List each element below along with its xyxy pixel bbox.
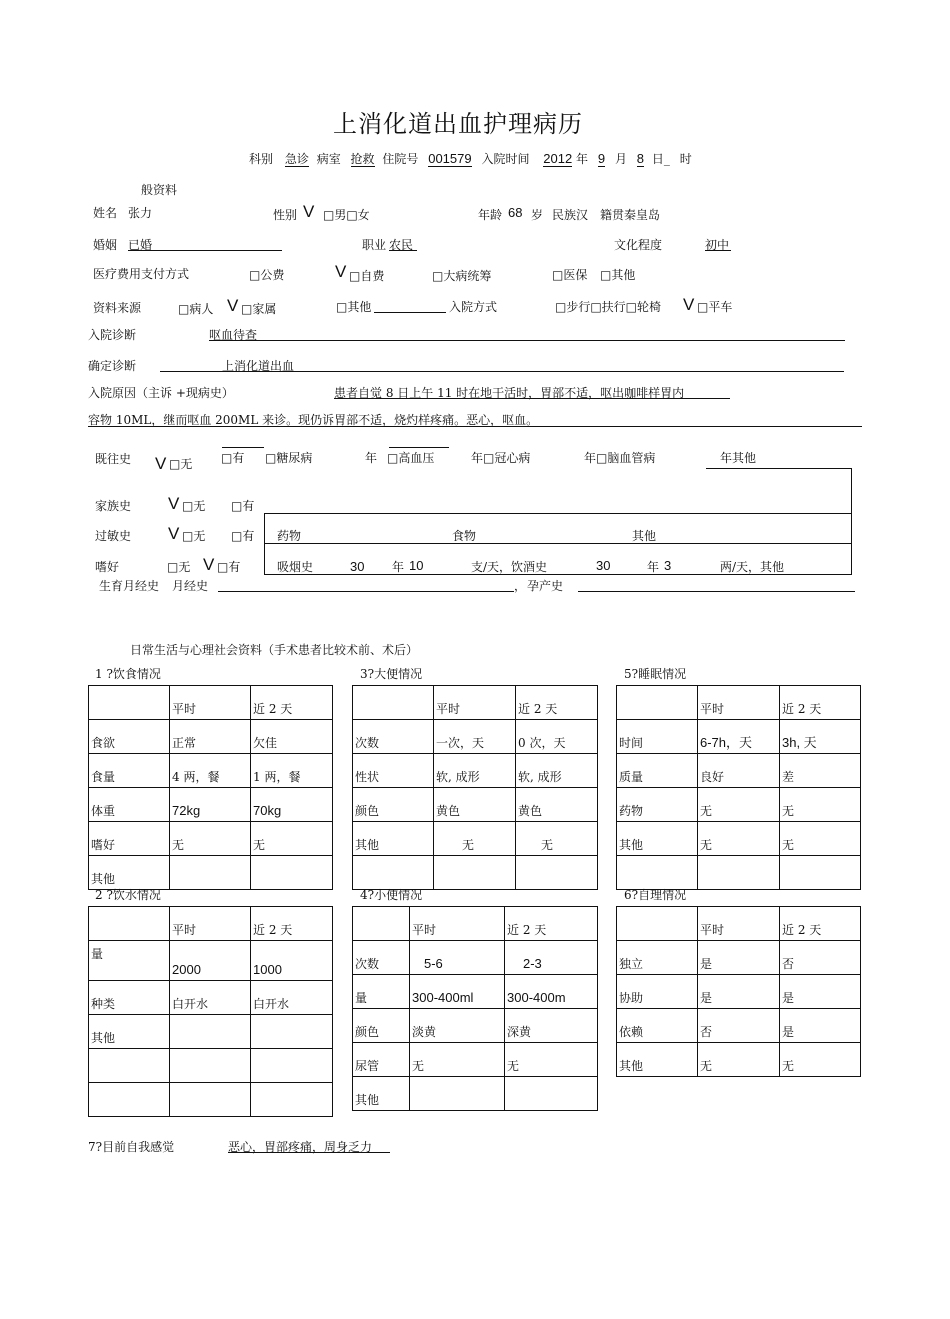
smoke-year-unit: 年 xyxy=(392,560,405,574)
table-cell: 是 xyxy=(780,1009,861,1043)
table-cell xyxy=(353,856,434,890)
table-cell xyxy=(170,1049,251,1083)
allergy-none[interactable]: □无 xyxy=(182,529,206,543)
ward-value: 抢救 xyxy=(350,152,375,166)
table-cell: 嗜好 xyxy=(89,822,170,856)
source-label: 资料来源 xyxy=(93,301,142,315)
table-cell: 独立 xyxy=(617,941,698,975)
admit-time-label: 入院时间 xyxy=(481,152,530,166)
urine-title: 4?小便情况 xyxy=(360,888,423,902)
table-row xyxy=(89,822,333,856)
table-cell: 近 2 天 xyxy=(251,907,333,941)
age-value: 68 xyxy=(508,205,523,220)
table-cell: 一次，天 xyxy=(434,720,516,754)
table-cell xyxy=(170,1083,251,1117)
table-cell: 软, 成形 xyxy=(516,754,598,788)
table-cell: 其他 xyxy=(353,1077,410,1111)
table-cell xyxy=(251,1015,333,1049)
table-cell: 性状 xyxy=(353,754,434,788)
table-cell: 其他 xyxy=(617,822,698,856)
table-cell: 近 2 天 xyxy=(780,907,861,941)
table-cell: 无 xyxy=(780,822,861,856)
table-row xyxy=(617,754,861,788)
table-cell: 近 2 天 xyxy=(505,907,598,941)
reason-label: 入院原因（主诉 +现病史） xyxy=(88,386,234,400)
feeling-label: 7?目前自我感觉 xyxy=(88,1140,175,1154)
table-cell: 其他 xyxy=(617,1043,698,1077)
table-cell: 颜色 xyxy=(353,788,434,822)
table-cell xyxy=(780,856,861,890)
table-cell: 平时 xyxy=(410,907,505,941)
smoke-label: 吸烟史 xyxy=(277,560,314,574)
table-cell: 无 xyxy=(698,788,780,822)
ward-label: 病室 xyxy=(316,152,341,166)
diet-table xyxy=(88,685,333,890)
table-cell: 正常 xyxy=(170,720,251,754)
table-cell: 颜色 xyxy=(353,1009,410,1043)
allergy-drug: 药物 xyxy=(277,529,302,543)
marital-value: 已婚 xyxy=(128,238,153,252)
page-title: 上消化道出血护理病历 xyxy=(333,110,583,138)
table-cell: 药物 xyxy=(617,788,698,822)
table-cell xyxy=(89,686,170,720)
section-general: 般资料 xyxy=(141,183,178,197)
month-unit: 月 xyxy=(614,152,627,166)
table-row xyxy=(89,720,333,754)
drink-year-unit: 年 xyxy=(647,560,660,574)
pay-other[interactable]: □其他 xyxy=(600,268,636,282)
admit-mode-label: 入院方式 xyxy=(449,300,498,314)
table-row xyxy=(353,941,598,975)
selfcare-title: 6?自理情况 xyxy=(624,888,687,902)
table-row xyxy=(617,1043,861,1077)
drink-years: 30 xyxy=(596,558,611,573)
day-unit: 日_ xyxy=(651,152,670,166)
table-cell: 次数 xyxy=(353,941,410,975)
table-cell: 4 两，餐 xyxy=(170,754,251,788)
source-other[interactable]: □其他 xyxy=(336,300,372,314)
past-check-mark: V xyxy=(155,454,167,473)
table-cell: 协助 xyxy=(617,975,698,1009)
daily-section-title: 日常生活与心理社会资料（手术患者比较术前、术后） xyxy=(130,643,419,657)
table-cell: 无 xyxy=(505,1043,598,1077)
year-unit: 年 xyxy=(576,152,589,166)
allergy-label: 过敏史 xyxy=(95,529,132,543)
table-cell: 0 次，天 xyxy=(516,720,598,754)
table-cell: 是 xyxy=(698,975,780,1009)
table-header-row xyxy=(617,907,861,941)
table-cell: 近 2 天 xyxy=(780,686,861,720)
table-cell: 食量 xyxy=(89,754,170,788)
menstrual-label: 月经史 xyxy=(172,579,209,593)
table-row xyxy=(353,856,598,890)
age-label: 年龄 xyxy=(478,208,503,222)
table-row xyxy=(89,1049,333,1083)
allergy-has[interactable]: □有 xyxy=(231,529,255,543)
hour-unit: 时 xyxy=(679,152,692,166)
occupation-label: 职业 xyxy=(362,238,387,252)
water-title: 2 ?饮水情况 xyxy=(95,888,161,902)
source-patient[interactable]: □病人 xyxy=(178,302,214,316)
table-cell: 是 xyxy=(698,941,780,975)
table-cell: 1000 xyxy=(251,941,333,981)
selfcare-table xyxy=(616,906,861,1077)
admit-dx-label: 入院诊断 xyxy=(88,328,137,342)
name-label: 姓名 xyxy=(93,206,118,220)
table-cell: 质量 xyxy=(617,754,698,788)
admission-no-value: 001579 xyxy=(428,151,472,166)
diet-title: 1 ?饮食情况 xyxy=(95,667,161,681)
dept-label: 科别 xyxy=(249,152,274,166)
past-none[interactable]: □无 xyxy=(169,457,193,471)
sex-options[interactable]: □男□女 xyxy=(323,208,370,222)
table-header-row xyxy=(353,907,598,941)
table-cell xyxy=(410,1077,505,1111)
table-cell: 其他 xyxy=(353,822,434,856)
table-cell xyxy=(353,686,434,720)
allergy-food: 食物 xyxy=(452,529,477,543)
pay-check-mark: V xyxy=(335,262,347,281)
table-row xyxy=(89,754,333,788)
chd-option[interactable]: 年□冠心病 xyxy=(471,451,531,465)
table-row xyxy=(353,1043,598,1077)
table-cell: 无 xyxy=(698,1043,780,1077)
table-cell: 平时 xyxy=(170,907,251,941)
hometown: 籍贯秦皇岛 xyxy=(600,208,661,222)
table-row xyxy=(89,856,333,890)
table-cell: 无 xyxy=(780,1043,861,1077)
table-row xyxy=(617,856,861,890)
table-cell: 否 xyxy=(780,941,861,975)
marital-label: 婚姻 xyxy=(93,238,118,252)
table-cell: 次数 xyxy=(353,720,434,754)
table-cell: 体重 xyxy=(89,788,170,822)
ethnicity: 民族汉 xyxy=(552,208,589,222)
education-value: 初中 xyxy=(705,238,730,252)
source-check-mark: V xyxy=(227,296,239,315)
stool-title: 3?大便情况 xyxy=(360,667,423,681)
sex-label: 性别 xyxy=(273,208,298,222)
table-cell xyxy=(89,907,170,941)
table-row xyxy=(89,788,333,822)
table-cell: 70kg xyxy=(251,788,333,822)
hobby-label: 嗜好 xyxy=(95,560,120,574)
table-cell: 依赖 xyxy=(617,1009,698,1043)
table-row xyxy=(617,975,861,1009)
table-cell: 其他 xyxy=(89,856,170,890)
table-cell: 近 2 天 xyxy=(516,686,598,720)
table-cell: 平时 xyxy=(170,686,251,720)
reason-line-2: 容物 10ML，继而呕血 200ML 来诊。现仍诉胃部不适，烧灼样疼痛。恶心，呕血。 xyxy=(88,413,539,427)
table-cell xyxy=(617,907,698,941)
admit-mode-cart[interactable]: □平车 xyxy=(697,300,733,314)
pregnancy-label: 孕产史 xyxy=(527,579,564,593)
table-row xyxy=(353,788,598,822)
admit-mode-check-mark: V xyxy=(683,295,695,314)
table-cell xyxy=(170,856,251,890)
admit-day: 8 xyxy=(636,151,645,166)
pay-pool[interactable]: □大病统筹 xyxy=(432,269,492,283)
table-cell xyxy=(617,686,698,720)
reproductive-label: 生育月经史 xyxy=(99,579,160,593)
table-cell: 平时 xyxy=(434,686,516,720)
table-cell: 无 xyxy=(410,1043,505,1077)
table-row xyxy=(353,720,598,754)
header-row xyxy=(249,150,692,167)
table-row xyxy=(89,981,333,1015)
table-cell xyxy=(698,856,780,890)
table-cell: 无 xyxy=(251,822,333,856)
admit-year: 2012 xyxy=(543,151,573,166)
table-cell: 1 两，餐 xyxy=(251,754,333,788)
table-cell: 食欲 xyxy=(89,720,170,754)
table-cell xyxy=(505,1077,598,1111)
sleep-title: 5?睡眠情况 xyxy=(624,667,687,681)
hobby-none[interactable]: □无 xyxy=(167,560,191,574)
pay-insurance[interactable]: □医保 xyxy=(552,268,588,282)
admit-month: 9 xyxy=(597,151,606,166)
hypertension-option[interactable]: □高血压 xyxy=(387,451,435,465)
table-cell: 5-6 xyxy=(410,941,505,975)
table-row xyxy=(89,941,333,981)
urine-table xyxy=(352,906,598,1111)
allergy-other: 其他 xyxy=(632,529,657,543)
sleep-table xyxy=(616,685,861,890)
table-cell: 否 xyxy=(698,1009,780,1043)
table-cell: 种类 xyxy=(89,981,170,1015)
table-cell xyxy=(89,1049,170,1083)
family-check-mark: V xyxy=(168,494,180,513)
age-unit: 岁 xyxy=(531,208,544,222)
table-cell xyxy=(251,1049,333,1083)
table-cell: 2-3 xyxy=(505,941,598,975)
table-cell: 300-400m xyxy=(505,975,598,1009)
diabetes-option[interactable]: □糖尿病 xyxy=(265,451,313,465)
dept-value: 急诊 xyxy=(284,152,309,166)
year-unit-1: 年 xyxy=(365,451,378,465)
table-cell: 量 xyxy=(89,941,170,981)
table-cell xyxy=(353,907,410,941)
table-cell: 300-400ml xyxy=(410,975,505,1009)
admission-no-label: 住院号 xyxy=(382,152,419,166)
hobby-check-mark: V xyxy=(203,555,215,574)
table-header-row xyxy=(617,686,861,720)
table-cell: 平时 xyxy=(698,907,780,941)
occupation-value: 农民 xyxy=(389,238,414,252)
table-row xyxy=(89,1015,333,1049)
table-row xyxy=(617,1009,861,1043)
table-cell: 72kg xyxy=(170,788,251,822)
hobby-has[interactable]: □有 xyxy=(217,560,241,574)
table-row xyxy=(353,754,598,788)
smoke-years: 30 xyxy=(350,559,365,574)
table-row xyxy=(353,975,598,1009)
table-cell: 白开水 xyxy=(170,981,251,1015)
comma: ， xyxy=(514,579,527,593)
family-history-label: 家族史 xyxy=(95,499,132,513)
table-cell: 黄色 xyxy=(516,788,598,822)
name-value: 张力 xyxy=(128,206,153,220)
table-cell: 深黄 xyxy=(505,1009,598,1043)
reason-line-1: 患者自觉 8 日上午 11 时在地干活时，胃部不适，呕出咖啡样胃内 xyxy=(334,386,685,400)
family-none[interactable]: □无 xyxy=(182,499,206,513)
table-header-row xyxy=(89,907,333,941)
allergy-check-mark: V xyxy=(168,524,180,543)
source-family[interactable]: □家属 xyxy=(241,302,277,316)
admit-dx-value: 呕血待查 xyxy=(209,328,258,342)
table-row xyxy=(89,1083,333,1117)
table-row xyxy=(617,788,861,822)
table-cell: 白开水 xyxy=(251,981,333,1015)
table-cell: 2000 xyxy=(170,941,251,981)
table-row xyxy=(353,1077,598,1111)
table-cell: 平时 xyxy=(698,686,780,720)
table-cell: 时间 xyxy=(617,720,698,754)
table-cell: 无 xyxy=(516,822,598,856)
past-other: 年其他 xyxy=(720,451,757,465)
table-row xyxy=(617,941,861,975)
table-cell: 量 xyxy=(353,975,410,1009)
table-row xyxy=(353,1009,598,1043)
table-cell xyxy=(89,1083,170,1117)
table-row xyxy=(617,822,861,856)
drink-unit: 两/天，其他 xyxy=(720,560,785,574)
table-cell xyxy=(170,1015,251,1049)
table-cell: 尿管 xyxy=(353,1043,410,1077)
past-history-label: 既往史 xyxy=(95,452,132,466)
table-cell: 淡黄 xyxy=(410,1009,505,1043)
confirmed-dx-value: 上消化道出血 xyxy=(222,359,295,373)
sex-check-mark: V xyxy=(303,202,315,221)
table-cell: 差 xyxy=(780,754,861,788)
table-cell: 其他 xyxy=(89,1015,170,1049)
family-has[interactable]: □有 xyxy=(231,499,255,513)
feeling-value: 恶心，胃部疼痛，周身乏力 xyxy=(228,1140,373,1154)
table-cell: 无 xyxy=(434,822,516,856)
table-cell xyxy=(434,856,516,890)
confirmed-dx-label: 确定诊断 xyxy=(88,359,137,373)
past-has[interactable]: □有 xyxy=(221,451,245,465)
table-cell: 6-7h，天 xyxy=(698,720,780,754)
cvd-option[interactable]: 年□脑血管病 xyxy=(584,451,656,465)
drink-amount: 3 xyxy=(664,558,672,573)
table-cell xyxy=(251,856,333,890)
table-cell: 欠佳 xyxy=(251,720,333,754)
smoke-amount: 10 xyxy=(409,558,424,573)
table-row xyxy=(617,720,861,754)
table-cell xyxy=(617,856,698,890)
table-cell xyxy=(251,1083,333,1117)
water-table xyxy=(88,906,333,1117)
table-header-row xyxy=(89,686,333,720)
table-cell: 3h, 天 xyxy=(780,720,861,754)
stool-table xyxy=(352,685,598,890)
table-row xyxy=(353,822,598,856)
smoke-unit: 支/天，饮酒史 xyxy=(471,560,548,574)
payment-label: 医疗费用支付方式 xyxy=(93,267,190,281)
table-cell: 无 xyxy=(698,822,780,856)
pay-self[interactable]: □自费 xyxy=(349,269,385,283)
table-cell: 无 xyxy=(170,822,251,856)
table-cell: 近 2 天 xyxy=(251,686,333,720)
table-cell: 无 xyxy=(780,788,861,822)
education-label: 文化程度 xyxy=(614,238,663,252)
table-header-row xyxy=(353,686,598,720)
table-cell xyxy=(516,856,598,890)
table-cell: 软, 成形 xyxy=(434,754,516,788)
admit-mode-options[interactable]: □步行□扶行□轮椅 xyxy=(555,300,662,314)
table-cell: 是 xyxy=(780,975,861,1009)
table-cell: 良好 xyxy=(698,754,780,788)
pay-public[interactable]: □公费 xyxy=(249,268,285,282)
table-cell: 黄色 xyxy=(434,788,516,822)
